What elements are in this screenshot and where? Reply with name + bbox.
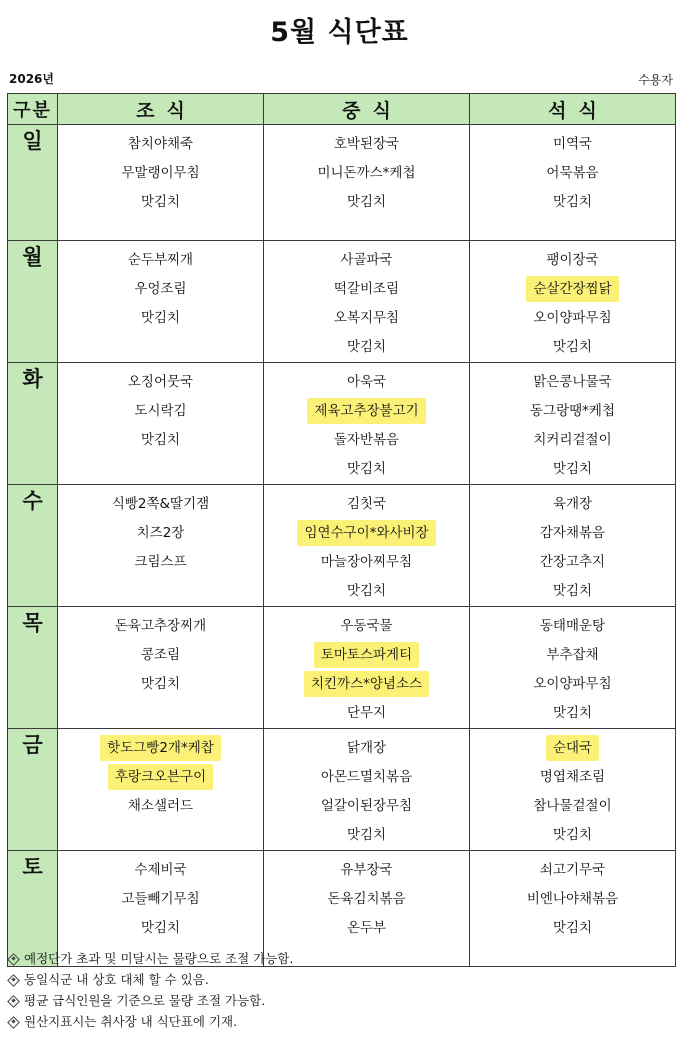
menu-item-text: 미역국 xyxy=(552,136,593,152)
menu-item xyxy=(264,641,469,670)
note-text: 평균 급식인원을 기준으로 물량 조절 가능함. xyxy=(24,993,266,1008)
day-row xyxy=(8,485,676,607)
menu-item xyxy=(470,304,675,333)
lunch-cell xyxy=(264,363,470,485)
menu-item xyxy=(470,275,675,304)
menu-item-text: 맛김치 xyxy=(346,194,387,210)
breakfast-cell xyxy=(58,363,264,485)
menu-item-text: 아몬드멸치볶음 xyxy=(320,769,413,785)
menu-item xyxy=(264,246,469,275)
menu-item-text: 맛김치 xyxy=(346,461,387,477)
menu-item xyxy=(58,914,263,943)
highlighted-menu-item-text: 치킨까스*양념소스 xyxy=(304,671,429,697)
diamond-bullet-icon xyxy=(7,1016,19,1028)
menu-item-text: 돌자반볶음 xyxy=(333,432,400,448)
menu-item xyxy=(264,734,469,763)
menu-item xyxy=(470,246,675,275)
menu-item-text: 어묵볶음 xyxy=(546,165,599,181)
menu-item xyxy=(58,519,263,548)
menu-item-text: 참나물겉절이 xyxy=(533,798,612,814)
dinner-cell xyxy=(470,729,676,851)
menu-item xyxy=(470,699,675,728)
dinner-cell xyxy=(470,363,676,485)
menu-item xyxy=(58,670,263,699)
menu-item-text: 맛김치 xyxy=(552,827,593,843)
menu-item-text: 오이양파무침 xyxy=(533,310,612,326)
menu-item-text: 닭개장 xyxy=(346,740,387,756)
menu-item-text: 김칫국 xyxy=(346,496,387,512)
menu-item xyxy=(264,885,469,914)
dinner-cell xyxy=(470,485,676,607)
menu-item-text: 동태매운탕 xyxy=(539,618,606,634)
menu-item xyxy=(264,699,469,728)
menu-item-text: 우엉조림 xyxy=(134,281,187,297)
menu-item-text: 육개장 xyxy=(552,496,593,512)
menu-item-text: 맛김치 xyxy=(140,676,181,692)
menu-item xyxy=(264,275,469,304)
menu-item xyxy=(264,519,469,548)
day-label: 화 xyxy=(8,363,58,485)
menu-item-text: 치즈2장 xyxy=(136,525,185,541)
menu-item xyxy=(58,275,263,304)
note-item xyxy=(7,948,293,969)
day-row xyxy=(8,607,676,729)
menu-item xyxy=(264,159,469,188)
day-row xyxy=(8,125,676,241)
diamond-bullet-icon xyxy=(7,974,19,986)
highlighted-menu-item-text: 핫도그빵2개*케찹 xyxy=(100,735,221,761)
menu-item-text: 마늘장아찌무침 xyxy=(320,554,413,570)
menu-item xyxy=(264,304,469,333)
menu-item xyxy=(264,792,469,821)
menu-item xyxy=(58,304,263,333)
menu-item xyxy=(58,734,263,763)
menu-item xyxy=(264,490,469,519)
header-gubun: 구분 xyxy=(8,94,58,125)
menu-item-text: 우동국물 xyxy=(340,618,393,634)
breakfast-cell xyxy=(58,607,264,729)
menu-item xyxy=(470,519,675,548)
menu-item-text: 순두부찌개 xyxy=(127,252,194,268)
menu-item-text: 명엽채조림 xyxy=(539,769,606,785)
menu-item-text: 고들빼기무침 xyxy=(121,891,200,907)
menu-table xyxy=(7,93,676,967)
note-text: 원산지표시는 취사장 내 식단표에 기재. xyxy=(24,1014,238,1029)
menu-item xyxy=(58,792,263,821)
menu-item-text: 온두부 xyxy=(346,920,387,936)
menu-item xyxy=(470,548,675,577)
menu-item xyxy=(58,130,263,159)
menu-item-text: 부추잡채 xyxy=(546,647,599,663)
menu-item xyxy=(58,641,263,670)
menu-item-text: 맛김치 xyxy=(346,339,387,355)
menu-item xyxy=(58,188,263,217)
menu-item-text: 맛김치 xyxy=(552,583,593,599)
menu-item xyxy=(58,885,263,914)
header-row xyxy=(8,94,676,125)
menu-item-text: 간장고추지 xyxy=(539,554,606,570)
menu-item-text: 도시락김 xyxy=(134,403,187,419)
dinner-cell xyxy=(470,125,676,241)
menu-item xyxy=(58,368,263,397)
note-item xyxy=(7,990,293,1011)
header-breakfast: 조식 xyxy=(58,94,264,125)
highlighted-menu-item-text: 순대국 xyxy=(546,735,599,761)
menu-item xyxy=(264,368,469,397)
menu-item xyxy=(470,455,675,484)
menu-item-text: 무말랭이무침 xyxy=(121,165,200,181)
menu-item xyxy=(264,914,469,943)
menu-item xyxy=(470,397,675,426)
menu-item xyxy=(264,612,469,641)
lunch-cell xyxy=(264,729,470,851)
menu-item-text: 오징어뭇국 xyxy=(127,374,194,390)
menu-item-text: 수제비국 xyxy=(134,862,187,878)
highlighted-menu-item-text: 토마토스파게티 xyxy=(314,642,419,668)
menu-item xyxy=(264,188,469,217)
menu-item-text: 맑은콩나물국 xyxy=(533,374,612,390)
menu-item xyxy=(470,490,675,519)
menu-item xyxy=(264,548,469,577)
menu-item-text: 돈육고추장찌개 xyxy=(114,618,207,634)
lunch-cell xyxy=(264,241,470,363)
page-title: 5월 식단표 xyxy=(270,17,409,48)
menu-body xyxy=(8,125,676,967)
highlighted-menu-item-text: 제육고추장불고기 xyxy=(307,398,425,424)
menu-item xyxy=(264,426,469,455)
day-row xyxy=(8,241,676,363)
highlighted-menu-item-text: 후랑크오븐구이 xyxy=(108,764,213,790)
menu-item-text: 맛김치 xyxy=(140,920,181,936)
diamond-bullet-icon xyxy=(7,995,19,1007)
menu-item xyxy=(58,763,263,792)
lunch-cell xyxy=(264,851,470,967)
menu-item xyxy=(264,577,469,606)
menu-item-text: 참치야채죽 xyxy=(127,136,194,152)
menu-item xyxy=(264,763,469,792)
menu-item xyxy=(264,397,469,426)
menu-item xyxy=(58,246,263,275)
menu-item xyxy=(264,130,469,159)
menu-item-text: 감자채볶음 xyxy=(539,525,606,541)
day-label: 일 xyxy=(8,125,58,241)
lunch-cell xyxy=(264,607,470,729)
menu-item xyxy=(264,455,469,484)
menu-item-text: 맛김치 xyxy=(140,194,181,210)
menu-item-text: 식빵2쪽&딸기잼 xyxy=(111,496,210,512)
day-label: 토 xyxy=(8,851,58,967)
day-label: 월 xyxy=(8,241,58,363)
menu-item xyxy=(264,670,469,699)
lunch-cell xyxy=(264,485,470,607)
menu-item xyxy=(470,856,675,885)
menu-item xyxy=(58,159,263,188)
day-label: 수 xyxy=(8,485,58,607)
menu-item-text: 맛김치 xyxy=(552,461,593,477)
menu-item-text: 크림스프 xyxy=(134,554,187,570)
menu-item xyxy=(470,763,675,792)
diamond-bullet-icon xyxy=(7,953,19,965)
menu-item xyxy=(470,577,675,606)
menu-item-text: 채소샐러드 xyxy=(127,798,194,814)
menu-item-text: 유부장국 xyxy=(340,862,393,878)
menu-item xyxy=(264,856,469,885)
menu-item xyxy=(470,612,675,641)
day-row xyxy=(8,729,676,851)
note-text: 예정단가 초과 및 미달시는 물량으로 조절 가능함. xyxy=(24,951,294,966)
menu-item-text: 미니돈까스*케첩 xyxy=(317,165,416,181)
menu-item xyxy=(470,792,675,821)
highlighted-menu-item-text: 순살간장찜닭 xyxy=(526,276,618,302)
menu-item xyxy=(470,670,675,699)
menu-item-text: 맛김치 xyxy=(552,705,593,721)
menu-item-text: 단무지 xyxy=(346,705,387,721)
owner-label: 수용자 xyxy=(638,73,673,87)
menu-item xyxy=(58,856,263,885)
breakfast-cell xyxy=(58,241,264,363)
note-item xyxy=(7,1011,293,1032)
day-label: 목 xyxy=(8,607,58,729)
menu-item xyxy=(58,490,263,519)
menu-item-text: 오이양파무침 xyxy=(533,676,612,692)
lunch-cell xyxy=(264,125,470,241)
menu-item-text: 맛김치 xyxy=(140,310,181,326)
day-row xyxy=(8,363,676,485)
note-text: 동일식군 내 상호 대체 할 수 있음. xyxy=(24,972,209,987)
menu-item-text: 돈육김치볶음 xyxy=(327,891,406,907)
menu-item xyxy=(470,641,675,670)
menu-item xyxy=(58,397,263,426)
menu-item xyxy=(58,548,263,577)
menu-item-text: 아욱국 xyxy=(346,374,387,390)
menu-item-text: 콩조림 xyxy=(140,647,181,663)
menu-item-text: 맛김치 xyxy=(552,339,593,355)
dinner-cell xyxy=(470,851,676,967)
header-lunch: 중식 xyxy=(264,94,470,125)
menu-item xyxy=(470,734,675,763)
menu-item xyxy=(470,426,675,455)
menu-item-text: 맛김치 xyxy=(346,827,387,843)
menu-item xyxy=(58,426,263,455)
notes-list xyxy=(7,948,293,1032)
menu-item-text: 떡갈비조림 xyxy=(333,281,400,297)
menu-item xyxy=(470,368,675,397)
note-item xyxy=(7,969,293,990)
menu-item-text: 사골파국 xyxy=(340,252,393,268)
breakfast-cell xyxy=(58,485,264,607)
menu-item-text: 팽이장국 xyxy=(546,252,599,268)
menu-item xyxy=(264,821,469,850)
menu-item-text: 동그랑땡*케첩 xyxy=(530,403,615,419)
dinner-cell xyxy=(470,607,676,729)
menu-item-text: 호박된장국 xyxy=(333,136,400,152)
menu-item xyxy=(470,885,675,914)
menu-item-text: 쇠고기무국 xyxy=(539,862,606,878)
breakfast-cell xyxy=(58,729,264,851)
highlighted-menu-item-text: 임연수구이*와사비장 xyxy=(297,520,435,546)
menu-item-text: 맛김치 xyxy=(552,920,593,936)
day-label: 금 xyxy=(8,729,58,851)
menu-item xyxy=(264,333,469,362)
menu-item xyxy=(470,159,675,188)
menu-item-text: 얼갈이된장무침 xyxy=(320,798,413,814)
dinner-cell xyxy=(470,241,676,363)
menu-item-text: 맛김치 xyxy=(346,583,387,599)
breakfast-cell xyxy=(58,125,264,241)
menu-item xyxy=(58,612,263,641)
menu-item xyxy=(470,130,675,159)
header-dinner: 석식 xyxy=(470,94,676,125)
menu-item xyxy=(470,188,675,217)
menu-item-text: 비엔나야채볶음 xyxy=(526,891,619,907)
year-label: 2026년 xyxy=(9,72,54,86)
menu-item-text: 오복지무침 xyxy=(333,310,400,326)
menu-item xyxy=(470,914,675,943)
menu-item-text: 맛김치 xyxy=(140,432,181,448)
menu-item-text: 맛김치 xyxy=(552,194,593,210)
menu-item-text: 치커리겉절이 xyxy=(533,432,612,448)
menu-item xyxy=(470,333,675,362)
menu-item xyxy=(470,821,675,850)
